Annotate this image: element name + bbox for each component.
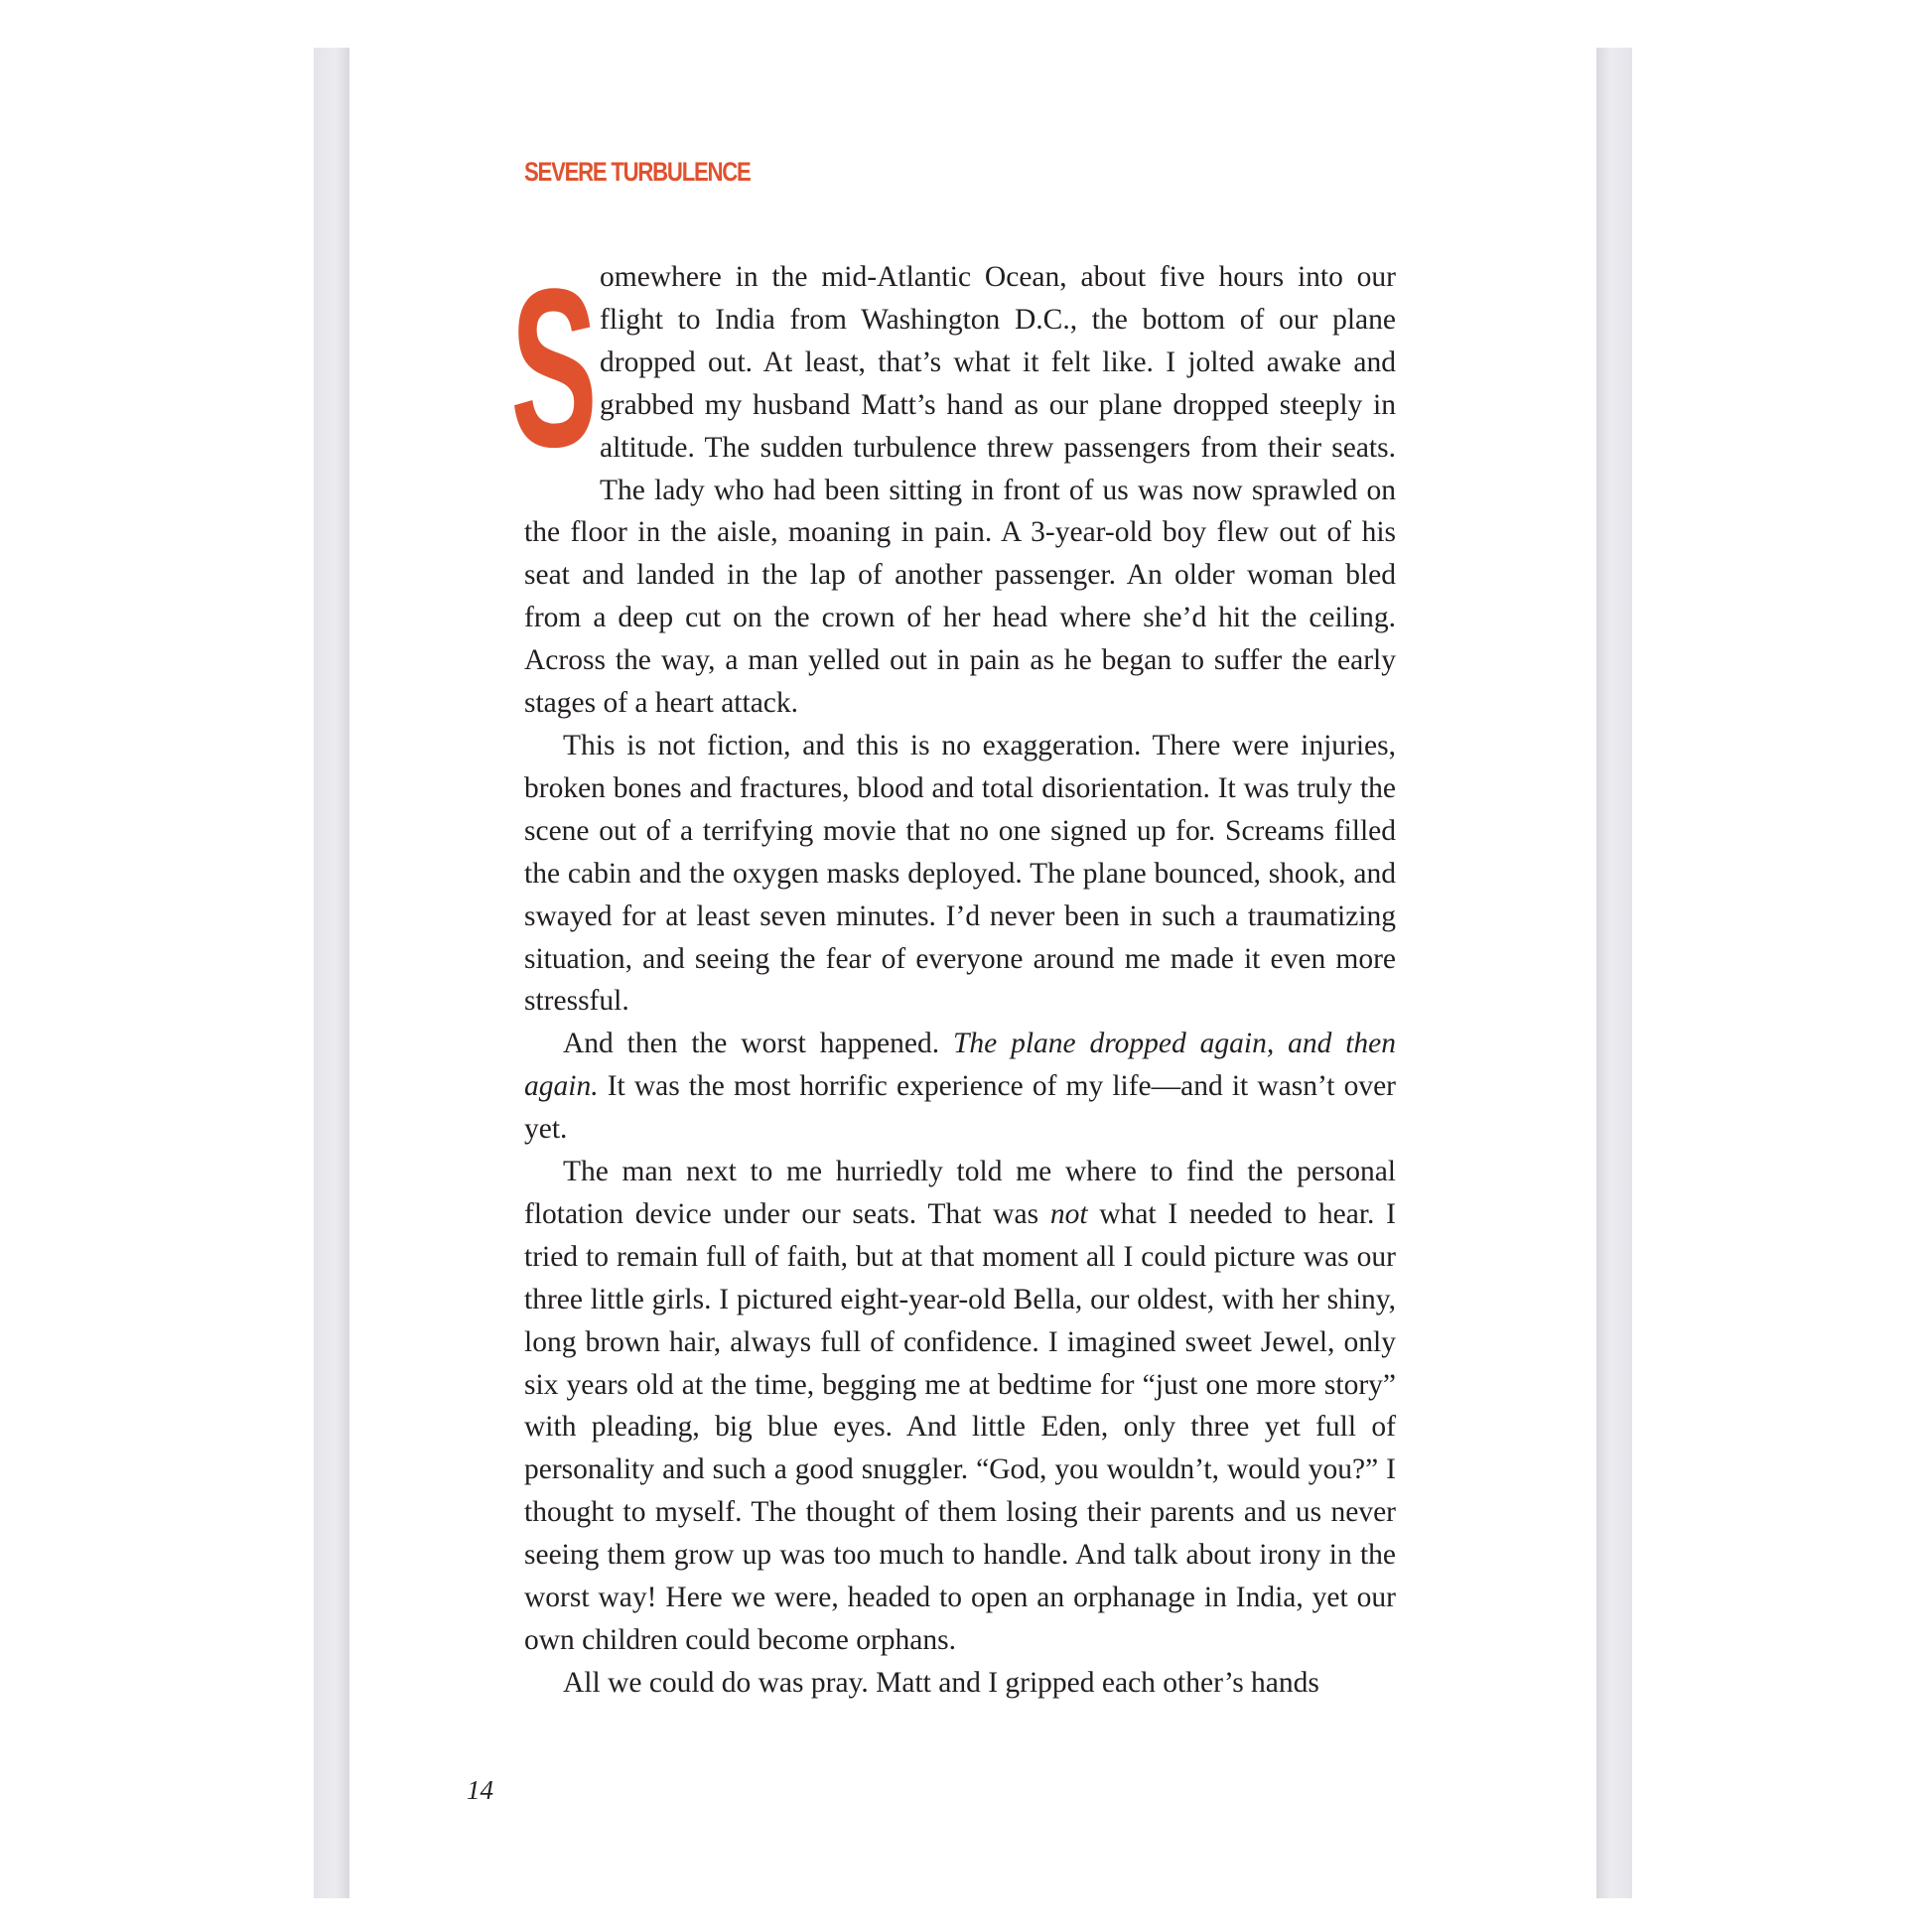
paragraph-4-emphasis: not bbox=[1049, 1197, 1088, 1230]
paragraph-3-text-a: And then the worst happened. bbox=[563, 1028, 953, 1060]
paragraph-5 bbox=[524, 1662, 1396, 1705]
paragraph-4-text-b: what I needed to hear. I tried to remain full of faith, but at that moment all I could picture was our three little girls. I pictured eight-year-old Bella, our oldest, with her shiny, long brown hair, always full of confidence. I imagined sweet Jewel, only six years old at the time, begging me at bedtime for “just one more story” with pleading, big blue eyes. And little Eden, only three yet full of personality and such a good snuggler. “God, you wouldn’t, would you?” I thought to myself. The thought of them losing their parents and us never seeing them grow up was too much to handle. And talk about irony in the worst way! Here we were, headed to open an orphanage in India, yet our own children could become orphans. bbox=[524, 1197, 1396, 1656]
page-number: 14 bbox=[467, 1775, 493, 1805]
paragraph-2 bbox=[524, 725, 1396, 1023]
paragraph-4-text-a: The man next to me hurriedly told me where to find the personal flotation device under our seats. That was bbox=[524, 1156, 1396, 1230]
paragraph-1-text: omewhere in the mid-Atlantic Ocean, about five hours into our flight to India from Washington D.C., the bottom of our plane dropped out. At least, that’s what it felt like. I jolted awake and grabbed my husband Matt’s hand as our plane dropped steeply in altitude. The sudden turbulence threw passengers from their seats. The lady who had been sitting in front of us was now sprawled on the floor in the aisle, moaning in pain. A 3-year-old boy flew out of his seat and landed in the lap of another passenger. An older woman bled from a deep cut on the crown of her head where she’d hit the ceiling. Across the way, a man yelled out in pain as he began to suffer the early stages of a heart attack. bbox=[524, 261, 1396, 720]
page-edge-right bbox=[1596, 48, 1632, 1898]
running-head: SEVERE TURBULENCE bbox=[524, 157, 751, 187]
paragraph-3 bbox=[524, 1023, 1396, 1151]
paragraph-2-text: This is not fiction, and this is no exaggeration. There were injuries, broken bones and fractures, blood and total disorientation. It was truly the scene out of a terrifying movie that no one signed up for. Screams filled the cabin and the oxygen masks deployed. The plane bounced, shook, and swayed for at least seven minutes. I’d never been in such a traumatizing situation, and seeing the fear of everyone around me made it even more stressful. bbox=[524, 729, 1396, 1018]
paragraph-4 bbox=[524, 1151, 1396, 1662]
drop-cap bbox=[510, 242, 598, 494]
page-edge-left bbox=[314, 48, 349, 1898]
body-text bbox=[510, 242, 1396, 1705]
paragraph-1 bbox=[510, 242, 1396, 725]
drop-cap-letter: S bbox=[510, 242, 598, 494]
book-page bbox=[349, 48, 1596, 1898]
paragraph-5-text: All we could do was pray. Matt and I gripped each other’s hands bbox=[563, 1666, 1319, 1699]
drop-cap-graphic bbox=[510, 242, 598, 494]
paragraph-3-text-b: It was the most horrific experience of my life—and it wasn’t over yet. bbox=[524, 1070, 1396, 1146]
paragraph-3-emphasis: The plane dropped again, and then again. bbox=[524, 1028, 1396, 1103]
